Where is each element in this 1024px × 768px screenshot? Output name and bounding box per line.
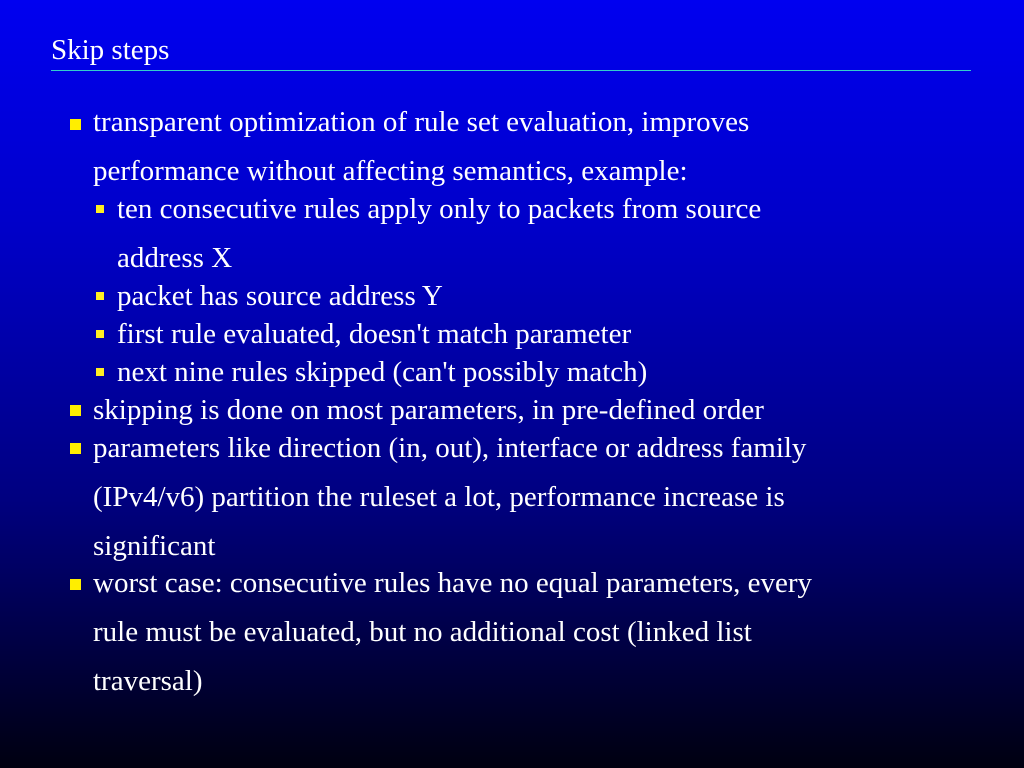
bullet-line: packet has source address Y: [117, 280, 443, 312]
bullet-line: traversal): [93, 665, 203, 697]
sub-bullet-item: [117, 277, 443, 315]
bullet-item: [93, 429, 806, 565]
bullet-line: performance without affecting semantics, example:: [93, 155, 688, 187]
sub-bullet-square-icon: [96, 368, 104, 376]
bullet-square-icon: [70, 119, 81, 130]
sub-bullet-item: [117, 190, 761, 277]
sub-bullet-square-icon: [96, 205, 104, 213]
sub-bullet-item: [117, 353, 647, 391]
bullet-line: skipping is done on most parameters, in pre-defined order: [93, 394, 764, 426]
sub-bullet-square-icon: [96, 330, 104, 338]
bullet-line: address X: [117, 242, 233, 274]
bullet-line: ten consecutive rules apply only to packets from source: [117, 193, 762, 225]
bullet-square-icon: [70, 443, 81, 454]
slide-title: Skip steps: [51, 34, 170, 66]
bullet-square-icon: [70, 405, 81, 416]
bullet-line: next nine rules skipped (can't possibly match): [117, 356, 648, 388]
bullet-line: significant: [93, 530, 216, 562]
bullet-line: worst case: consecutive rules have no equal parameters, every: [93, 567, 813, 599]
sub-bullet-item: [117, 315, 631, 353]
bullet-line: rule must be evaluated, but no additional cost (linked list: [93, 616, 752, 648]
bullet-line: first rule evaluated, doesn't match parameter: [117, 318, 632, 350]
bullet-line: transparent optimization of rule set evaluation, improves: [93, 106, 750, 138]
bullet-line: parameters like direction (in, out), interface or address family: [93, 432, 807, 464]
bullet-line: (IPv4/v6) partition the ruleset a lot, performance increase is: [93, 481, 785, 513]
sub-bullet-square-icon: [96, 292, 104, 300]
bullet-item: [93, 103, 749, 190]
bullet-square-icon: [70, 579, 81, 590]
bullet-item: [93, 564, 812, 700]
bullet-item: [93, 391, 764, 429]
